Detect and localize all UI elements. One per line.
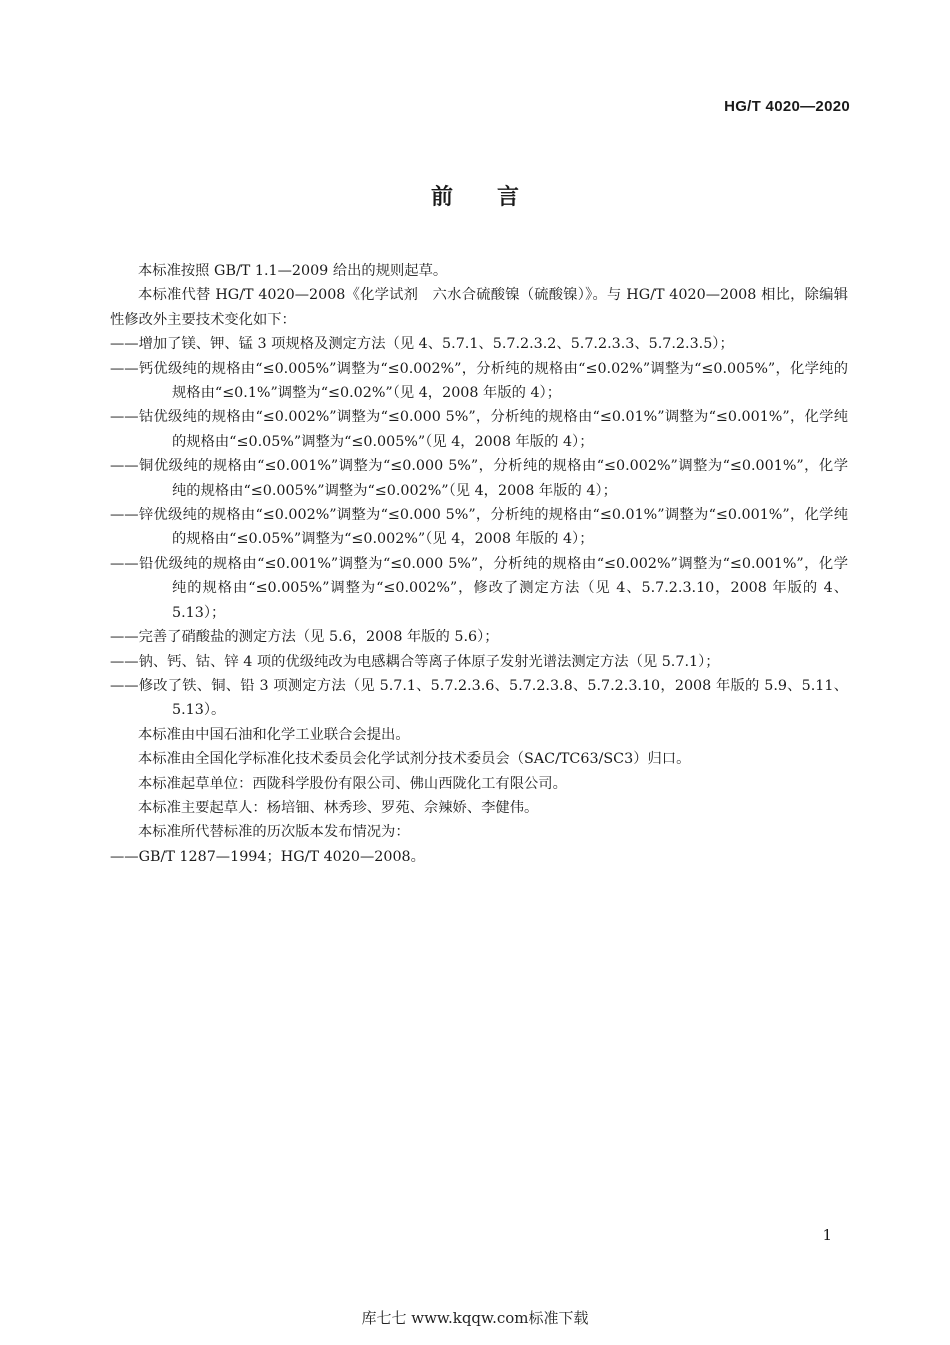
page-number: 1 [822,1226,832,1244]
page-title: 前言 [430,185,563,210]
document-code: HG/T 4020—2020 [724,98,850,115]
change-item-icp-method: ——钠、钙、钴、锌 4 项的优级纯改为电感耦合等离子体原子发射光谱法测定方法（见 5.7.1）； [110,653,720,670]
paragraph-previous-editions-intro: 本标准所代替标准的历次版本发布情况为： [138,824,410,841]
paragraph-proposed-by: 本标准由中国石油和化学工业联合会提出。 [138,726,410,743]
foreword-body [110,259,848,869]
paragraph-drafting-rules: 本标准按照 GB/T 1.1—2009 给出的规则起草。 [138,263,448,279]
change-item-cobalt: ——钴优级纯的规格由“≤0.002%”调整为“≤0.000 5%”，分析纯的规格由“≤0.01%”调整为“≤0.001%”，化学纯的规格由“≤0.05%”调整为“≤0.005%”（见 4，2008 年版的 4）； [110,409,848,450]
change-item-nitrate: ——完善了硝酸盐的测定方法（见 5.6，2008 年版的 5.6）； [110,629,499,646]
change-item-zinc: ——锌优级纯的规格由“≤0.002%”调整为“≤0.000 5%”，分析纯的规格由“≤0.01%”调整为“≤0.001%”，化学纯的规格由“≤0.05%”调整为“≤0.002%”（见 4，2008 年版的 4）； [110,507,848,548]
paragraph-drafters: 本标准主要起草人：杨培钿、林秀珍、罗苑、佘辣娇、李健伟。 [138,799,539,816]
change-item-iron-copper-lead-methods: ——修改了铁、铜、铅 3 项测定方法（见 5.7.1、5.7.2.3.6、5.7.2.3.8、5.7.2.3.10，2008 年版的 5.9、5.11、5.13）。 [110,677,848,719]
paragraph-managed-by: 本标准由全国化学标准化技术委员会化学试剂分技术委员会（SAC/TC63/SC3）归口。 [138,751,691,768]
change-item-magnesium-potassium-manganese: ——增加了镁、钾、锰 3 项规格及测定方法（见 4、5.7.1、5.7.2.3.2、5.7.2.3.3、5.7.2.3.5）； [110,336,734,353]
paragraph-previous-editions-list: ——GB/T 1287—1994；HG/T 4020—2008。 [110,848,425,865]
paragraph-drafting-units: 本标准起草单位：西陇科学股份有限公司、佛山西陇化工有限公司。 [138,775,567,792]
change-item-copper: ——铜优级纯的规格由“≤0.001%”调整为“≤0.000 5%”，分析纯的规格由“≤0.002%”调整为“≤0.001%”，化学纯的规格由“≤0.005%”调整为“≤0.002%”（见 4，2008 年版的 4）； [110,458,848,499]
paragraph-replacement-statement: 本标准代替 HG/T 4020—2008《化学试剂 六水合硫酸镍（硫酸镍）》。与 HG/T 4020—2008 相比，除编辑性修改外主要技术变化如下： [110,287,848,328]
download-watermark: 库七七 www.kqqw.com标准下载 [361,1309,589,1327]
change-item-calcium: ——钙优级纯的规格由“≤0.005%”调整为“≤0.002%”，分析纯的规格由“≤0.02%”调整为“≤0.005%”，化学纯的规格由“≤0.1%”调整为“≤0.02%”（见 4，2008 年版的 4）； [110,360,848,402]
change-item-lead: ——铅优级纯的规格由“≤0.001%”调整为“≤0.000 5%”，分析纯的规格由“≤0.002%”调整为“≤0.001%”，化学纯的规格由“≤0.005%”调整为“≤0.002%”，修改了测定方法（见 4、5.7.2.3.10，2008 年版的 4、5.13）； [110,555,848,621]
